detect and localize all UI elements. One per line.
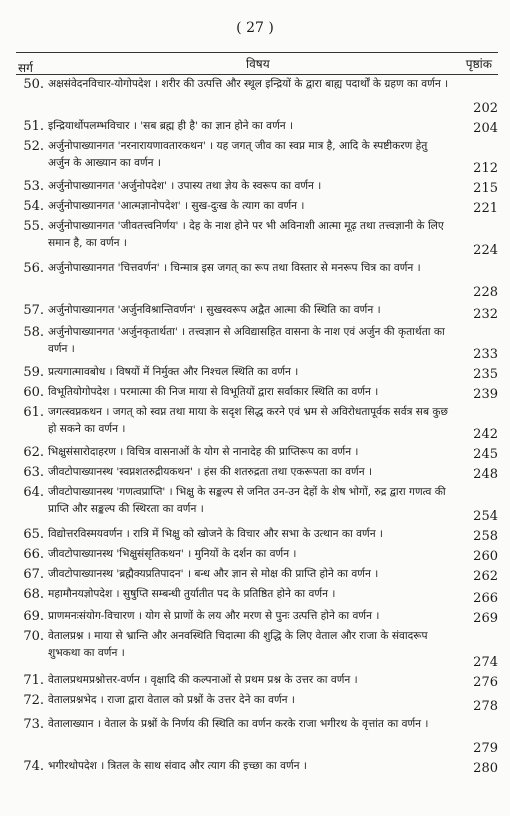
entry-number: 57.	[23, 303, 44, 318]
entry-number: 50.	[23, 77, 44, 92]
entry-page: 202	[473, 100, 498, 116]
entry-page: 233	[473, 346, 498, 362]
entry-text: प्राणमनःसंयोग-विचारण । योग से प्राणों के लय और मरण से पुनः उत्पत्ति होने का वर्णन ।	[48, 610, 380, 622]
entry-page: 280	[473, 760, 498, 776]
list-item	[16, 76, 498, 118]
list-item	[16, 546, 498, 566]
entry-text: जीवटोपाख्यानस्थ 'ब्रह्मैक्यप्रतिपादन' । बन्ध और ज्ञान से मोक्ष की प्राप्ति होने का वर्णन ।	[48, 568, 379, 580]
entry-number: 71.	[23, 673, 44, 688]
entry-text: जीवटोपाख्यानस्थ 'स्वप्नशतरुद्रीयकथन' । हंस की शतरुद्रता तथा एकरूपता का वर्णन ।	[48, 466, 372, 478]
entry-text: अर्जुनोपाख्यानगत 'अर्जुनकृतार्थता' । तत्त्वज्ञान से अविद्यासहित वासना के नाश एवं अर्जुन की कृतार्थता का वर्णन ।	[48, 326, 445, 356]
entry-page: 276	[473, 674, 498, 690]
list-item	[16, 484, 498, 526]
entry-number: 65.	[23, 527, 44, 542]
entry-number: 72.	[23, 693, 44, 708]
contents-list	[16, 76, 498, 778]
list-item	[16, 178, 498, 198]
entry-page: 245	[473, 446, 498, 462]
entry-number: 54.	[23, 199, 44, 214]
entry-text: भगीरथोपदेश । त्रितल के साथ संवाद और त्याग की इच्छा का वर्णन ।	[48, 760, 307, 772]
list-item	[16, 444, 498, 464]
entry-text: वेतालप्रथमप्रश्नोत्तर-वर्णन । वृक्षादि की कल्पनाओं से प्रथम प्रश्न के उत्तर का वर्णन ।	[48, 674, 358, 686]
list-item	[16, 198, 498, 218]
entry-number: 55.	[23, 219, 44, 234]
entry-number: 53.	[23, 179, 44, 194]
entry-text: वेतालाख्यान । वेताल के प्रश्नों के निर्णय की स्थिति का वर्णन करके राजा भगीरथ के वृत्तांत का वर्णन ।	[48, 718, 429, 730]
entry-page: 248	[473, 466, 498, 482]
entry-page: 215	[473, 180, 498, 196]
entry-number: 56.	[23, 261, 44, 276]
list-item	[16, 628, 498, 672]
entry-text: वेतालप्रश्न । माया से भ्रान्ति और अनवस्थिति चिदात्मा की शुद्धि के लिए वेताल और राजा के संवादरूप शुभकथा का वर्णन ।	[48, 630, 428, 660]
entry-text: अर्जुनोपाख्यानगत 'नरनारायणावतारकथन' । यह जगत् जीव का स्वप्न मात्र है, आदि के स्पष्टीकरण हेतु अर्जुन के आख्यान का वर्णन ।	[48, 140, 428, 170]
header-vishay: विषय	[246, 57, 270, 71]
list-item	[16, 404, 498, 444]
entry-number: 66.	[23, 547, 44, 562]
list-item	[16, 526, 498, 546]
entry-text: महामौनयज्ञोपदेश । सुषुप्ति सम्बन्धी तुर्यातीत पद के प्रतिष्ठित होने का वर्णन ।	[48, 588, 336, 600]
entry-number: 60.	[23, 385, 44, 400]
list-item	[16, 464, 498, 484]
entry-page: 266	[473, 590, 498, 606]
page-number: ( 27 )	[236, 20, 274, 36]
entry-number: 68.	[23, 587, 44, 602]
list-item	[16, 566, 498, 586]
list-item	[16, 608, 498, 628]
entry-text: इन्द्रियार्थोपलम्भविचार । 'सब ब्रह्म ही है' का ज्ञान होने का वर्णन ।	[48, 120, 293, 132]
list-item	[16, 302, 498, 324]
entry-page: 279	[473, 740, 498, 756]
entry-page: 204	[473, 120, 498, 136]
entry-number: 59.	[23, 365, 44, 380]
list-item	[16, 586, 498, 608]
entry-number: 70.	[23, 629, 44, 644]
entry-page: 228	[473, 284, 498, 300]
entry-page: 212	[473, 160, 498, 176]
entry-number: 52.	[23, 139, 44, 154]
entry-text: वेतालप्रश्नभेद । राजा द्वारा वेताल को प्रश्नों के उत्तर देने का वर्णन ।	[48, 694, 295, 706]
entry-page: 235	[473, 366, 498, 382]
list-item	[16, 218, 498, 260]
entry-number: 73.	[23, 717, 44, 732]
entry-number: 63.	[23, 465, 44, 480]
entry-page: 274	[473, 654, 498, 670]
list-item	[16, 138, 498, 178]
entry-number: 61.	[23, 405, 44, 420]
list-item	[16, 758, 498, 778]
header-bottom-rule	[16, 74, 498, 75]
header-page: पृष्ठांक	[465, 57, 492, 71]
entry-number: 58.	[23, 325, 44, 340]
entry-text: अर्जुनोपाख्यानगत 'आत्मज्ञानोपदेश' । सुख-दुःख के त्याग का वर्णन ।	[48, 200, 305, 212]
entry-page: 258	[473, 528, 498, 544]
entry-number: 51.	[23, 119, 44, 134]
entry-text: अक्षसंवेदनविचार-योगोपदेश । शरीर की उत्पत्ति और स्थूल इन्द्रियों के द्वारा बाह्य पदार्थों के ग्रहण का वर्णन ।	[48, 78, 449, 90]
entry-text: प्रत्यगात्मावबोध । विषयों में निर्मुक्त और निश्चल स्थिति का वर्णन ।	[48, 366, 299, 378]
entry-text: अर्जुनोपाख्यानगत 'जीवतत्त्वनिर्णय' । देह के नाश होने पर भी अविनाशी आत्मा मूढ़ तथा तत्त्वज्ञानी के लिए समान है, का वर्णन ।	[48, 220, 444, 250]
entry-text: अर्जुनोपाख्यानगत 'अर्जुनविश्रान्तिवर्णन' । सुखस्वरूप अद्वैत आत्मा की स्थिति का वर्णन ।	[48, 304, 381, 316]
entry-page: 278	[473, 698, 498, 714]
entry-text: अर्जुनोपाख्यानगत 'अर्जुनोपदेश' । उपास्य तथा ज्ञेय के स्वरूप का वर्णन ।	[48, 180, 322, 192]
entry-page: 232	[473, 306, 498, 322]
list-item	[16, 324, 498, 364]
entry-number: 74.	[23, 759, 44, 774]
entry-page: 239	[473, 386, 498, 402]
entry-text: अर्जुनोपाख्यानगत 'चित्तवर्णन' । चिन्मात्र इस जगत् का रूप तथा विस्तार से मनरूप चित्र का वर्णन ।	[48, 262, 421, 274]
entry-text: जगत्स्वप्नकथन । जगत् को स्वप्न तथा माया के सदृश सिद्ध करने एवं भ्रम से अविरोधतापूर्वक सर्वत्र सब कुछ हो सकने का वर्णन ।	[48, 406, 448, 436]
entry-page: 269	[473, 610, 498, 626]
entry-text: विभूतियोगोपदेश । परमात्मा की निज माया से विभूतियों द्वारा सर्वाकार स्थिति का वर्णन ।	[48, 386, 379, 398]
entry-page: 260	[473, 548, 498, 564]
list-item	[16, 118, 498, 138]
entry-page: 242	[473, 426, 498, 442]
entry-page: 254	[473, 508, 498, 524]
list-item	[16, 692, 498, 716]
list-item	[16, 384, 498, 404]
entry-text: जीवटोपाख्यानस्थ 'भिक्षुसंसृतिकथन' । मुनियों के दर्शन का वर्णन ।	[48, 548, 297, 560]
entry-text: भिक्षुसंसारोदाहरण । विचित्र वासनाओं के योग से नानादेह की प्राप्तिरूप का वर्णन ।	[48, 446, 359, 458]
entry-number: 64.	[23, 485, 44, 500]
entry-page: 262	[473, 568, 498, 584]
list-item	[16, 260, 498, 302]
entry-page: 221	[473, 200, 498, 216]
header-top-rule	[16, 52, 498, 53]
entry-text: विद्योत्तरविस्मयवर्णन । रात्रि में भिक्षु को खोजने के विचार और सभा के उत्थान का वर्णन ।	[48, 528, 383, 540]
entry-number: 62.	[23, 445, 44, 460]
list-item	[16, 364, 498, 384]
header-sarg: सर्ग	[18, 61, 33, 75]
entry-page: 224	[473, 242, 498, 258]
list-item	[16, 716, 498, 758]
list-item	[16, 672, 498, 692]
entry-text: जीवटोपाख्यानस्थ 'गणत्वप्राप्ति' । भिक्षु के सङ्कल्प से जनित उन-उन देहों के शेष भोगों, रुद्र द्वारा गणत्व की प्राप्ति और सङ्कल्प की स्थिरता का वर्णन ।	[48, 486, 446, 516]
entry-number: 67.	[23, 567, 44, 582]
entry-number: 69.	[23, 609, 44, 624]
